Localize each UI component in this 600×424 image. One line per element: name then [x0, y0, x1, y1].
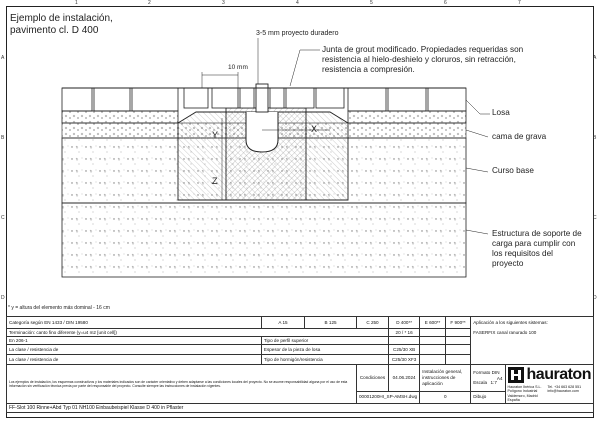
grid-side-c-right: C [593, 215, 597, 221]
grid-top-6: 6 [444, 0, 447, 6]
grid-top-3: 3 [222, 0, 225, 6]
row5-value: C25/30 XF3 [389, 355, 420, 365]
support-line-4: proyecto [492, 259, 524, 268]
grout-line-3: resistencia a compresión. [322, 65, 415, 74]
grid-top-7: 7 [518, 0, 521, 6]
footnote: * y = altura del elemento más dominal - 16 cm [8, 305, 110, 311]
class-e600: E 600** [420, 317, 446, 329]
base-leader [466, 168, 488, 172]
instructions [420, 365, 471, 392]
drawing-title-long: FF-Slot 100 Rinne+Abd Typ 01 NH100 Einbaubeispiel Klasse D 400 in Pflaster [7, 403, 594, 412]
apply-label: Aplicación a los siguientes sistemas: [471, 317, 594, 329]
conditions-label: Condiciones [356, 365, 388, 392]
title-block [6, 316, 594, 413]
contact-phone: Tel. +34 663 628 551 [547, 385, 582, 389]
grid-top-1: 1 [75, 0, 78, 6]
support-leader [466, 230, 488, 234]
address-line-1: Hauraton Ibérica S.L. [507, 385, 542, 389]
scale-label: Escala [473, 379, 488, 385]
paver-row-right [348, 88, 466, 123]
grout-callout [322, 45, 523, 75]
class-f900: F 900** [445, 317, 470, 329]
grid-side-a: A [1, 55, 5, 61]
instructions-line-2: instrucciones de aplicación [422, 374, 456, 386]
base-label: Curso base [492, 166, 534, 175]
grid-side-d: D [1, 295, 5, 301]
revision: 0 [420, 391, 471, 403]
grava-leader [466, 130, 488, 137]
disclaimer: Los ejemplos de instalación, los esquemas constructivos y los materiales indicados son de carácter orientativo y deben adaptarse a las condiciones locales del proyecto. No se asume responsabilidad alguna por el uso de esta información sin verificación técnica previa por parte del responsable del proyecto. Consulte siempre las instrucciones de instalación vigentes. [7, 365, 357, 404]
company-contact [547, 385, 581, 403]
number-label: Dibujo [471, 391, 505, 403]
instructions-line-1: Instalación general, [422, 368, 463, 374]
joint-width-label: 10 mm [228, 64, 248, 71]
losa-label: Losa [492, 108, 510, 117]
support-line-3: los requisitos del [492, 249, 553, 258]
grid-top-4: 4 [296, 0, 299, 6]
support-callout [492, 229, 582, 269]
address-line-3: Valdemoro, Madrid [507, 393, 538, 398]
company-name: hauraton [526, 366, 591, 383]
title-line-2: pavimento cl. D 400 [10, 25, 99, 36]
class-a15: A 15 [261, 317, 304, 329]
norm-label: Categoría según EN 1433 / DIN 19580 [7, 317, 262, 329]
grid-side-b-right: B [593, 135, 597, 141]
format-label: Formato DIN [473, 369, 500, 375]
scale-value: 1:7 [490, 379, 497, 385]
support-structure-layer [62, 203, 466, 277]
side-label-3: La clase / resistencia de [7, 345, 262, 355]
class-c250: C 250 [356, 317, 388, 329]
title-line-1: Ejemplo de instalación, [10, 13, 113, 24]
logo-cell [505, 365, 593, 404]
grid-side-c: C [1, 215, 5, 221]
row4-label: Espesor de la pieza de losa [261, 345, 388, 355]
channel-slot-profile [246, 112, 278, 152]
hauraton-logo-icon [508, 367, 524, 383]
losa-leader [466, 100, 490, 114]
class-d400: D 400** [389, 317, 420, 329]
row2-value: 20 / * 16 [389, 329, 420, 337]
grout-line-1: Junta de grout modificado. Propiedades requeridas son [322, 45, 524, 54]
format-value: A4 [496, 375, 503, 381]
dim-z-label: Z [212, 176, 218, 186]
address-line-2: Polígono Industrial [507, 389, 538, 394]
side-label-5: La clase / resistencia de [7, 355, 262, 365]
file-name: 00001200HI_SP-AMSH.dwg [356, 391, 419, 403]
contact-email: info@hauraton.com [547, 389, 579, 394]
support-line-2: carga para cumplir con [492, 239, 576, 248]
grout-line-2: resistencia al hielo-deshielo y cloruros, sin retracción, [322, 55, 516, 64]
address-line-4: España [507, 398, 520, 403]
grout-leader [290, 50, 320, 86]
dim-x-label: X [311, 124, 318, 134]
company-address [508, 385, 542, 403]
row5-label: Tipo de hormigón/resistencia [261, 355, 388, 365]
paver-row-left [62, 88, 178, 123]
gap-label: 3-5 mm proyecto duradero [256, 30, 339, 37]
row4-value: C25/30 XB [389, 345, 420, 355]
side-label-1: En 206-1 [7, 337, 262, 345]
support-line-1: Estructura de soporte de [492, 229, 582, 238]
date: 04.06.2024 [389, 365, 420, 392]
grid-top-5: 5 [370, 0, 373, 6]
grava-label: cama de grava [492, 132, 547, 141]
system-name: FASERFIX canal ranurado 100 [471, 329, 594, 337]
grid-side-b: B [1, 135, 5, 141]
dim-y-label: Y [212, 130, 219, 140]
grid-side-a-right: A [593, 55, 597, 61]
grid-side-d-right: D [593, 295, 597, 301]
class-b125: B 125 [305, 317, 357, 329]
row3-label: Tipo de perfil superior [261, 337, 388, 345]
row2-label: Terminación: canto fino diferente (y=u4 m2 [unit cell]) [7, 329, 389, 337]
grid-top-2: 2 [148, 0, 151, 6]
format-cell [471, 365, 505, 392]
